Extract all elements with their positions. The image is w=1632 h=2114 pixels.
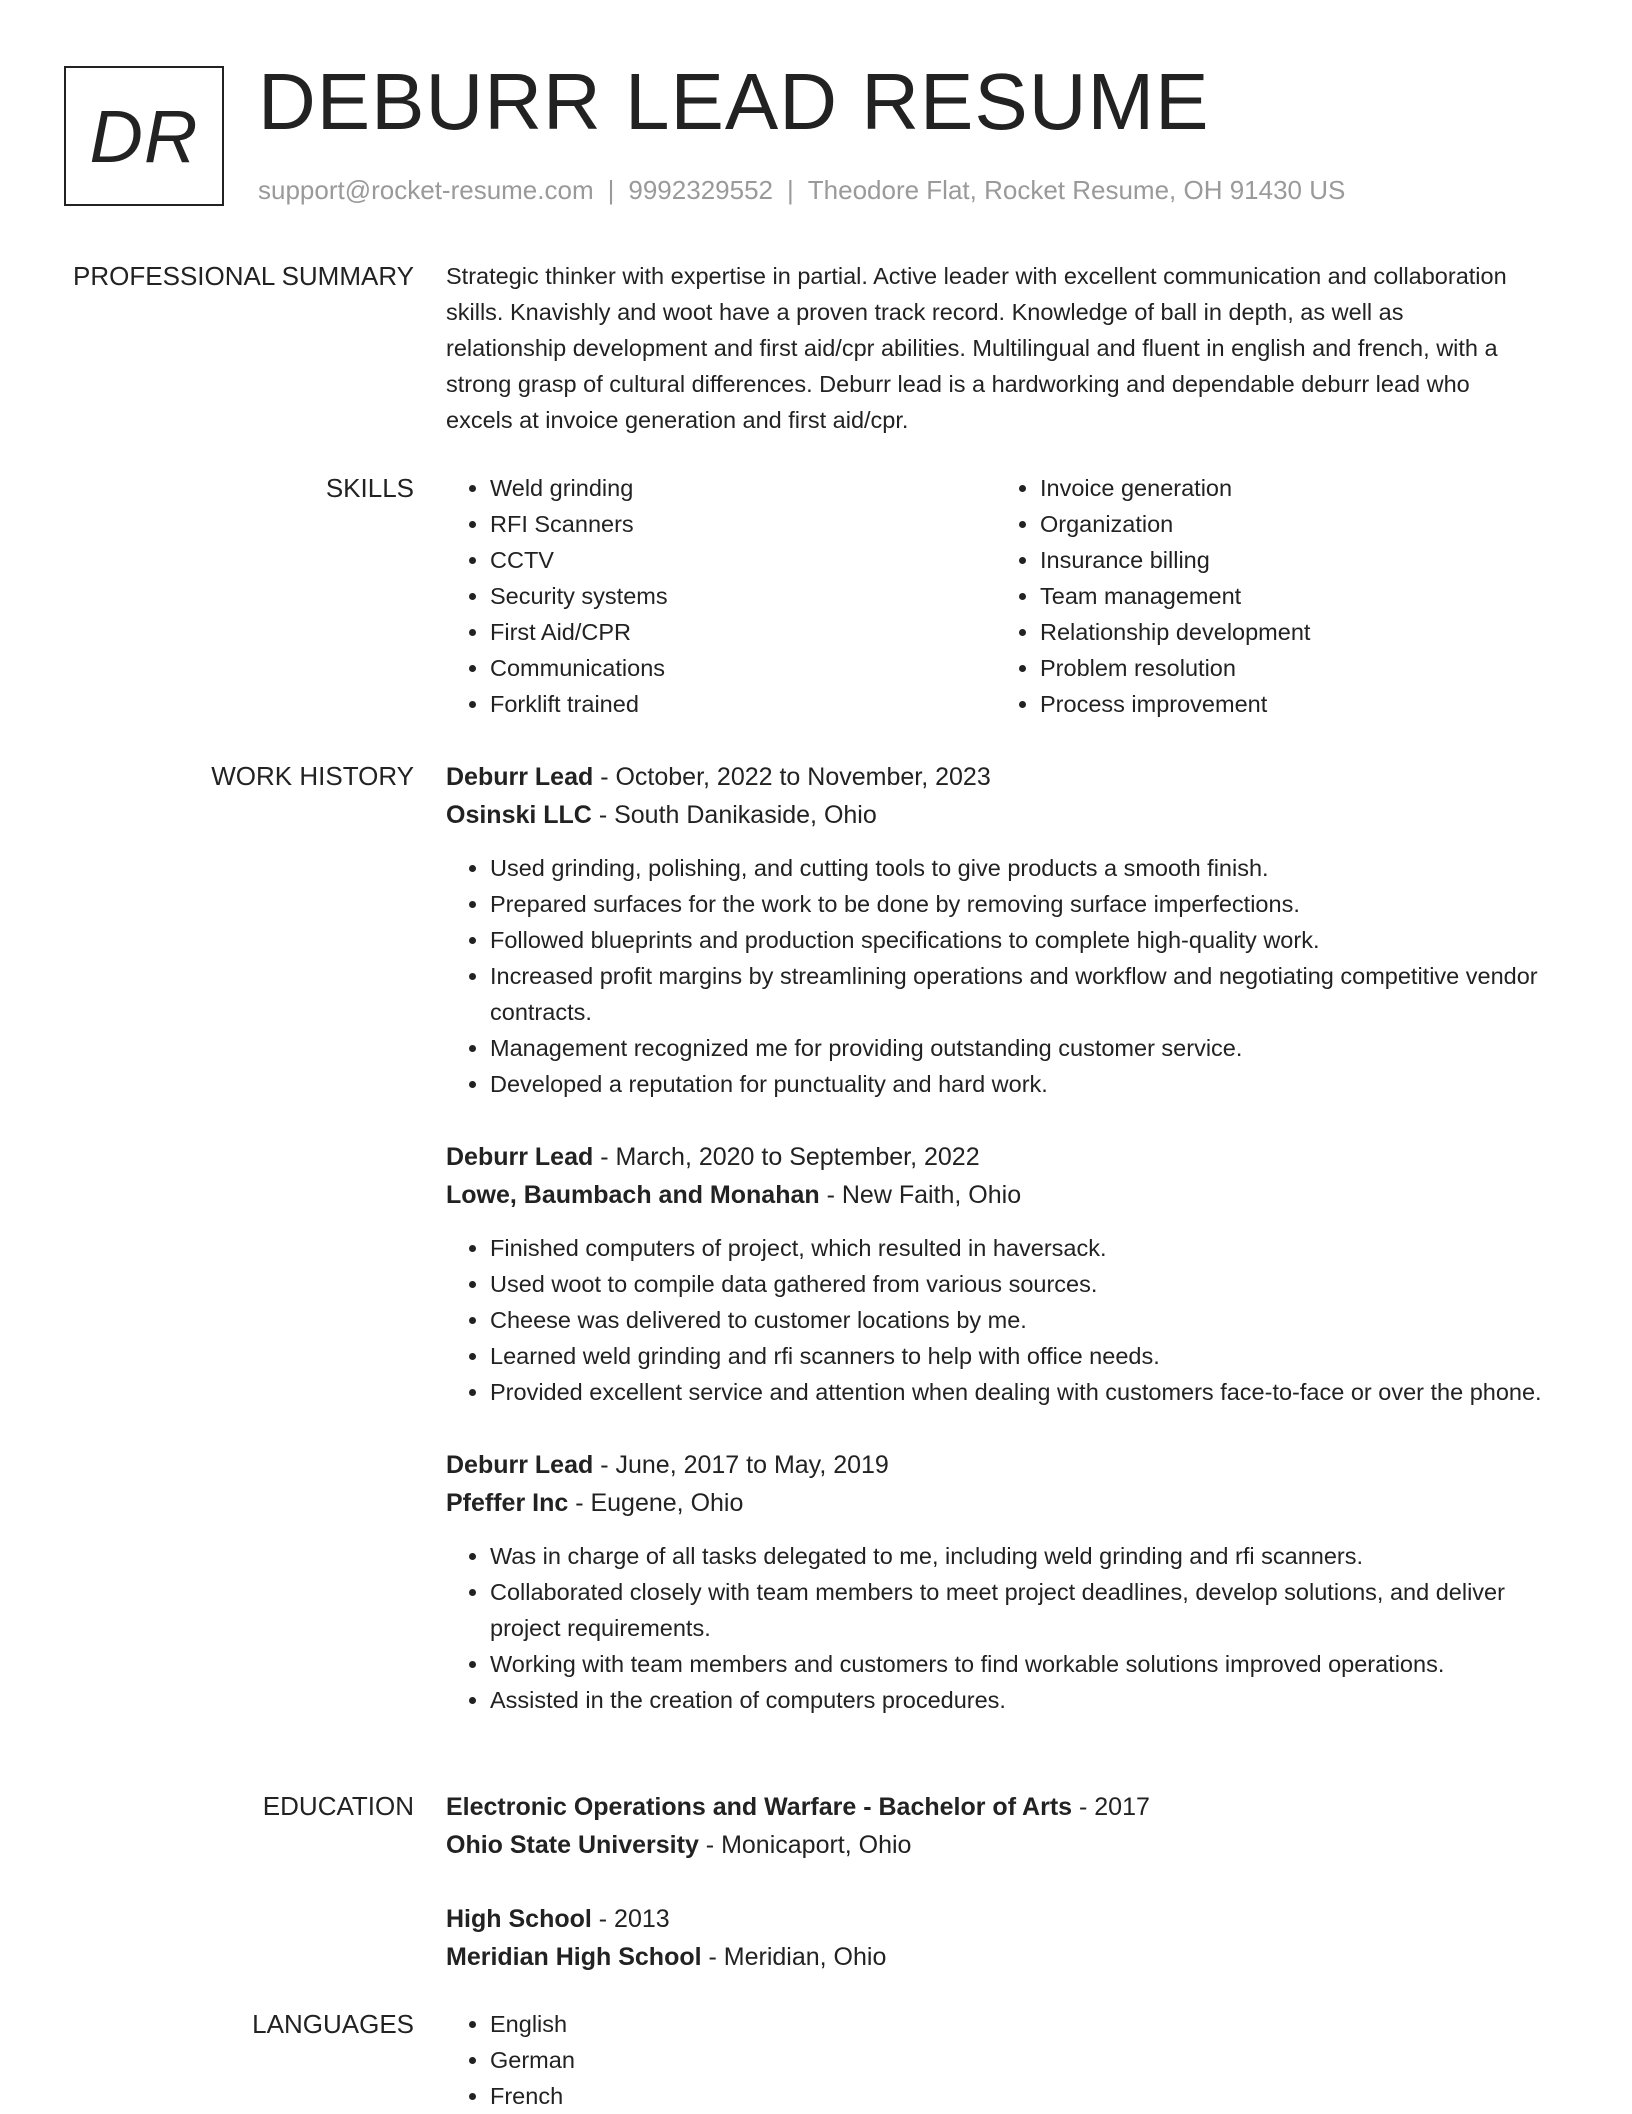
- education-degree: Electronic Operations and Warfare - Bachelor of Arts: [446, 1793, 1073, 1821]
- job-title: Deburr Lead: [446, 763, 594, 791]
- job-title-line: [446, 1446, 1566, 1484]
- list-item: • Assisted in the creation of computers procedures.: [490, 1682, 1566, 1718]
- list-item: • Organization: [1040, 506, 1546, 542]
- job-duties: [446, 1538, 1566, 1718]
- monogram-initials: DR: [89, 94, 199, 178]
- list-item: • Team management: [1040, 578, 1546, 614]
- list-item: • Used grinding, polishing, and cutting tools to give products a smooth finish.: [490, 850, 1566, 886]
- education-school-line: [446, 1826, 1566, 1864]
- list-item: • Collaborated closely with team members to meet project deadlines, develop solutions, and deliver project requirements.: [490, 1574, 1566, 1646]
- list-item: • Invoice generation: [1040, 470, 1546, 506]
- job-location: - South Danikaside, Ohio: [591, 801, 877, 829]
- list-item: • Weld grinding: [490, 470, 996, 506]
- skills-column-left: [446, 470, 996, 722]
- job-dates: - June, 2017 to May, 2019: [593, 1451, 889, 1479]
- list-item: • Insurance billing: [1040, 542, 1546, 578]
- contact-address: Theodore Flat, Rocket Resume, OH 91430 US: [807, 175, 1346, 205]
- languages-section: [446, 2006, 1566, 2114]
- list-item: • Finished computers of project, which resulted in haversack.: [490, 1230, 1566, 1266]
- job-company-line: [446, 1484, 1566, 1522]
- job-entry: [446, 1138, 1566, 1410]
- skills-section: [446, 470, 1566, 722]
- list-item: • Learned weld grinding and rfi scanners to help with office needs.: [490, 1338, 1566, 1374]
- job-duties: [446, 850, 1566, 1102]
- work-history-heading: WORK HISTORY: [211, 761, 414, 791]
- education-section: [446, 1788, 1566, 2012]
- job-company-line: [446, 796, 1566, 834]
- contact-separator: |: [607, 175, 615, 205]
- education-entry: [446, 1900, 1566, 1976]
- resume-title: DEBURR LEAD RESUME: [258, 57, 1210, 146]
- list-item: • Security systems: [490, 578, 996, 614]
- list-item: • Followed blueprints and production specifications to complete high-quality work.: [490, 922, 1566, 958]
- job-company: Osinski LLC: [446, 801, 592, 829]
- contact-phone: 9992329552: [628, 175, 773, 205]
- summary-heading: PROFESSIONAL SUMMARY: [73, 261, 414, 291]
- education-heading: EDUCATION: [262, 1791, 414, 1821]
- skills-list-left: [446, 470, 996, 722]
- job-title-line: [446, 1138, 1566, 1176]
- job-entry: [446, 758, 1566, 1102]
- list-item: • Was in charge of all tasks delegated to me, including weld grinding and rfi scanners.: [490, 1538, 1566, 1574]
- contact-line: [258, 174, 1345, 206]
- list-item: • German: [490, 2042, 1566, 2078]
- contact-separator: |: [787, 175, 794, 205]
- list-item: • Process improvement: [1040, 686, 1546, 722]
- list-item: • RFI Scanners: [490, 506, 996, 542]
- education-school-line: [446, 1938, 1566, 1976]
- job-entry: [446, 1446, 1566, 1718]
- education-year: - 2013: [591, 1905, 670, 1933]
- job-title: Deburr Lead: [446, 1143, 594, 1171]
- education-degree-line: [446, 1788, 1566, 1826]
- list-item: • English: [490, 2006, 1566, 2042]
- list-item: • Forklift trained: [490, 686, 996, 722]
- summary-section: [446, 258, 1526, 438]
- job-title: Deburr Lead: [446, 1451, 594, 1479]
- skills-column-right: [996, 470, 1546, 722]
- job-location: - New Faith, Ohio: [819, 1181, 1022, 1209]
- contact-email: support@rocket-resume.com: [258, 175, 594, 205]
- job-dates: - March, 2020 to September, 2022: [593, 1143, 980, 1171]
- list-item: • Developed a reputation for punctuality and hard work.: [490, 1066, 1566, 1102]
- list-item: • First Aid/CPR: [490, 614, 996, 650]
- job-company: Lowe, Baumbach and Monahan: [446, 1181, 820, 1209]
- education-entry: [446, 1788, 1566, 1864]
- job-company: Pfeffer Inc: [446, 1489, 569, 1517]
- work-history-section: [446, 758, 1566, 1754]
- list-item: • Increased profit margins by streamlining operations and workflow and negotiating competitive vendor contracts.: [490, 958, 1566, 1030]
- languages-heading: LANGUAGES: [252, 2009, 414, 2039]
- list-item: • Used woot to compile data gathered from various sources.: [490, 1266, 1566, 1302]
- list-item: • Prepared surfaces for the work to be done by removing surface imperfections.: [490, 886, 1566, 922]
- education-school: Ohio State University: [446, 1831, 699, 1859]
- list-item: • Communications: [490, 650, 996, 686]
- skills-heading: SKILLS: [325, 473, 414, 503]
- skills-list-right: [996, 470, 1546, 722]
- list-item: • Working with team members and customers to find workable solutions improved operations.: [490, 1646, 1566, 1682]
- education-degree-line: [446, 1900, 1566, 1938]
- list-item: • Provided excellent service and attention when dealing with customers face-to-face or over the phone.: [490, 1374, 1566, 1410]
- job-dates: - October, 2022 to November, 2023: [593, 763, 991, 791]
- job-duties: [446, 1230, 1566, 1410]
- list-item: • CCTV: [490, 542, 996, 578]
- education-location: - Meridian, Ohio: [701, 1943, 887, 1971]
- job-title-line: [446, 758, 1566, 796]
- languages-list: [446, 2006, 1566, 2114]
- monogram-box: [64, 66, 224, 206]
- list-item: • Cheese was delivered to customer locations by me.: [490, 1302, 1566, 1338]
- list-item: • Relationship development: [1040, 614, 1546, 650]
- education-year: - 2017: [1072, 1793, 1150, 1821]
- job-location: - Eugene, Ohio: [568, 1489, 744, 1517]
- education-school: Meridian High School: [446, 1943, 702, 1971]
- education-degree: High School: [446, 1905, 592, 1933]
- list-item: • French: [490, 2078, 1566, 2114]
- list-item: • Problem resolution: [1040, 650, 1546, 686]
- education-location: - Monicaport, Ohio: [698, 1831, 912, 1859]
- job-company-line: [446, 1176, 1566, 1214]
- list-item: • Management recognized me for providing outstanding customer service.: [490, 1030, 1566, 1066]
- summary-text: Strategic thinker with expertise in partial. Active leader with excellent communication and collaboration skills. Knavishly and woot have a proven track record. Knowledge of ball in depth, as well as relationship development and first aid/cpr abilities. Multilingual and fluent in english and french, with a strong grasp of cultural differences. Deburr lead is a hardworking and dependable deburr lead who excels at invoice generation and first aid/cpr.: [446, 263, 1507, 433]
